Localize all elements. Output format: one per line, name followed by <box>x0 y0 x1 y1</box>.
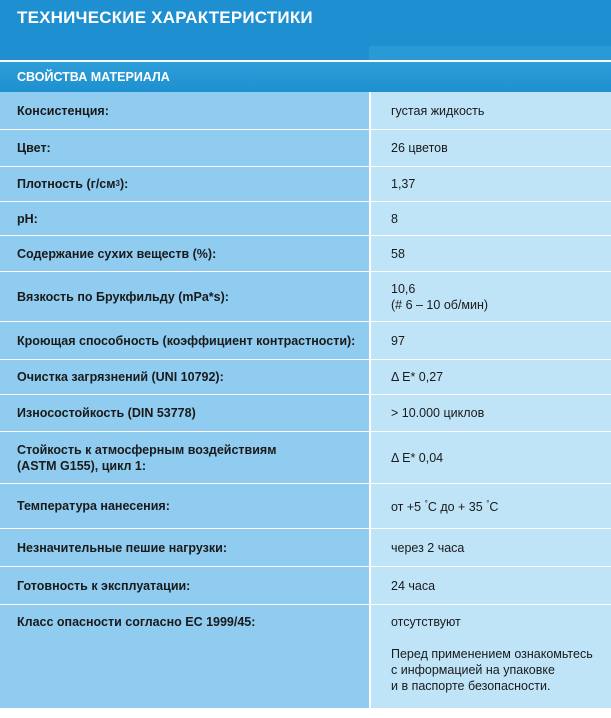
table-row <box>0 272 611 322</box>
row-label: Содержание сухих веществ (%): <box>17 246 217 261</box>
row-value <box>369 92 611 129</box>
row-value-text: 26 цветов <box>391 141 448 155</box>
row-value <box>369 605 611 708</box>
row-label-text: Плотность (г/см <box>17 177 116 191</box>
safety-note-line: и в паспорте безопасности. <box>391 679 551 693</box>
row-value-text: 1,37 <box>391 177 416 191</box>
row-value <box>369 484 611 528</box>
row-value <box>369 236 611 271</box>
row-value <box>369 130 611 166</box>
table-row <box>0 567 611 605</box>
row-label <box>0 432 369 483</box>
row-value-text: 58 <box>391 246 405 261</box>
table-row <box>0 202 611 236</box>
row-value <box>369 567 611 604</box>
table-row <box>0 395 611 432</box>
row-label: Износостойкость (DIN 53778) <box>17 406 196 420</box>
table-row <box>0 529 611 567</box>
safety-note-line: Перед применением ознакомьтесь <box>391 647 593 661</box>
safety-note <box>391 646 603 694</box>
row-value-text: Δ E* 0,27 <box>391 370 444 384</box>
row-label: Незначительные пешие нагрузки: <box>17 540 227 555</box>
row-value <box>369 272 611 321</box>
table-row <box>0 322 611 360</box>
safety-note-line: с информацией на упаковке <box>391 663 555 677</box>
row-value-text: (# 6 – 10 об/мин) <box>391 297 489 312</box>
row-value-text: от +5 °С до + 35 °С <box>391 499 499 515</box>
row-label-superscript: 3 <box>115 179 120 188</box>
table-row <box>0 432 611 484</box>
row-value <box>369 529 611 566</box>
row-label: Готовность к эксплуатации: <box>17 578 191 593</box>
row-value-text: Δ E* 0,04 <box>391 450 444 465</box>
row-label: Класс опасности согласно ЕС 1999/45: <box>17 615 256 629</box>
row-value-text: 8 <box>391 211 398 226</box>
row-label: Цвет: <box>17 141 51 155</box>
row-value-text: 97 <box>391 333 405 348</box>
row-label <box>0 167 369 201</box>
table-row <box>0 92 611 130</box>
row-label: Консистенция: <box>17 103 109 118</box>
row-value <box>369 432 611 483</box>
row-label-text: ): <box>119 177 129 191</box>
row-value-text: отсутствуют <box>391 615 461 629</box>
row-value-text: 24 часа <box>391 578 436 593</box>
row-label-text: Стойкость к атмосферным воздействиям <box>17 442 277 457</box>
page-title <box>0 0 611 46</box>
row-value <box>369 395 611 431</box>
row-value <box>369 202 611 235</box>
row-label: pH: <box>17 211 38 226</box>
table-row <box>0 236 611 272</box>
header-strip <box>0 46 611 60</box>
row-value-text: густая жидкость <box>391 103 485 118</box>
table-row <box>0 167 611 202</box>
properties-table <box>0 92 611 708</box>
table-row <box>0 360 611 395</box>
row-label: Очистка загрязнений (UNI 10792): <box>17 370 224 384</box>
row-value-text: > 10.000 циклов <box>391 406 485 420</box>
table-row <box>0 484 611 529</box>
row-label-text: (ASTM G155), цикл 1: <box>17 458 147 473</box>
row-value-text: 10,6 <box>391 281 416 296</box>
row-label: Кроющая способность (коэффициент контрастности): <box>17 333 356 348</box>
section-header <box>0 62 611 92</box>
row-value-text: через 2 часа <box>391 540 465 555</box>
table-row <box>0 130 611 167</box>
row-value <box>369 167 611 201</box>
row-value <box>369 322 611 359</box>
row-value <box>369 360 611 394</box>
page-title-text: ТЕХНИЧЕСКИЕ ХАРАКТЕРИСТИКИ <box>17 8 313 27</box>
table-row <box>0 605 611 708</box>
section-title: СВОЙСТВА МАТЕРИАЛА <box>17 70 170 84</box>
row-label: Температура нанесения: <box>17 499 170 513</box>
row-label: Вязкость по Брукфильду (mPa*s): <box>17 289 229 304</box>
